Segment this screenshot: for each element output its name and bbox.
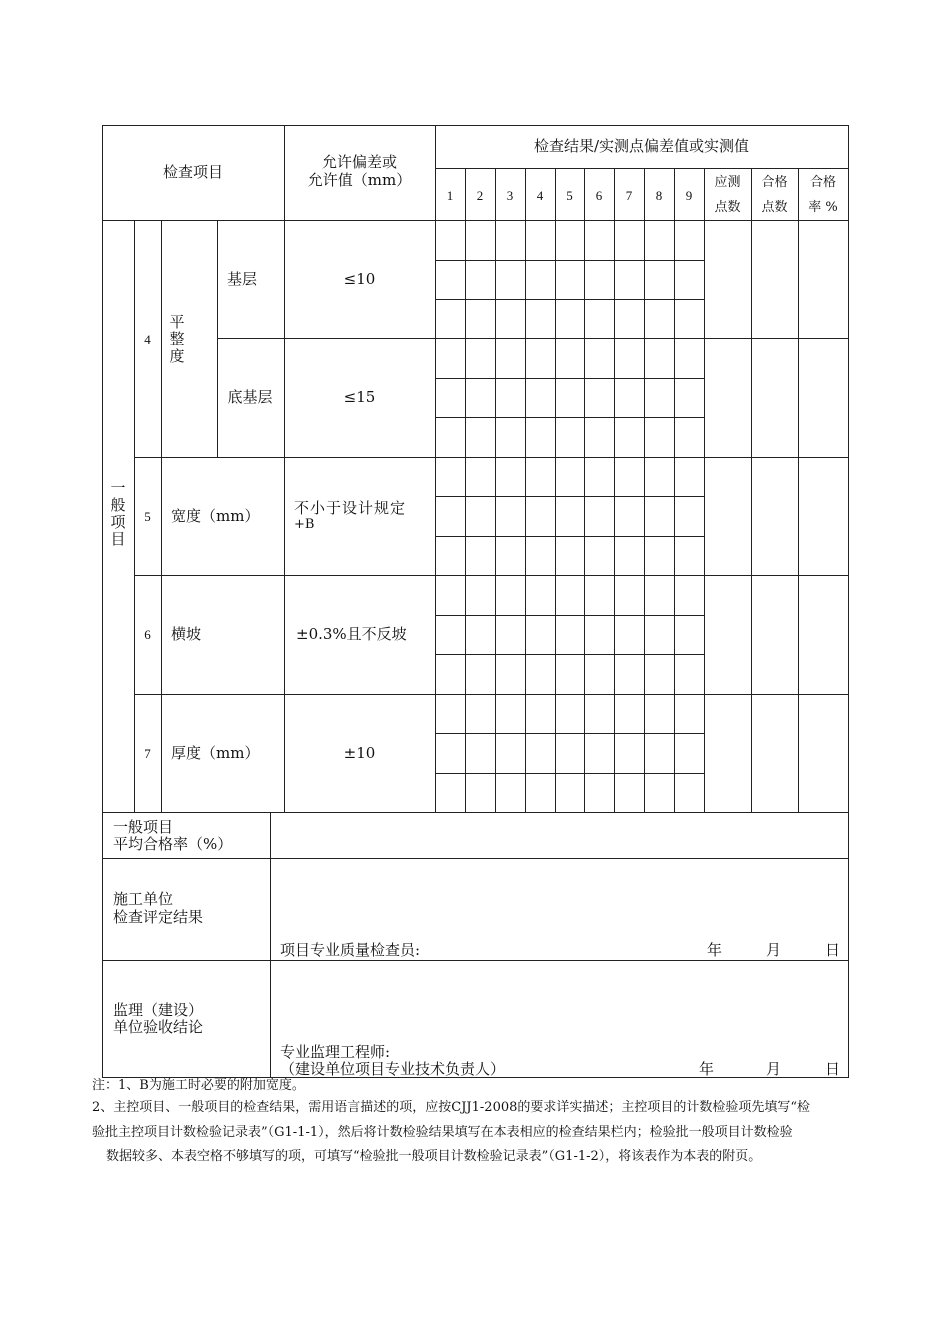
grid-line (435, 733, 705, 734)
item-4-sub2-allowed: ≤15 (343, 388, 376, 406)
grid-line (584, 168, 585, 813)
grid-line (465, 168, 466, 813)
grid-line (270, 812, 271, 1078)
point-number-9: 9 (685, 188, 693, 203)
engineer-year-label: 年 (699, 1060, 715, 1078)
grid-line (217, 338, 849, 339)
grid-line (284, 125, 285, 813)
grid-line (134, 575, 849, 576)
grid-line (555, 168, 556, 813)
grid-line (102, 960, 849, 961)
grid-line (751, 168, 752, 813)
point-number-5: 5 (566, 188, 573, 203)
point-number-6: 6 (595, 188, 603, 203)
item-7-allowed: ±10 (343, 744, 376, 762)
grid-line (435, 654, 705, 655)
grid-line (102, 812, 849, 813)
engineer-month-label: 月 (766, 1060, 782, 1078)
grid-line (644, 168, 645, 813)
grid-line (435, 168, 849, 169)
grid-line (435, 773, 705, 774)
item-4-sub1-allowed: ≤10 (343, 270, 376, 288)
item-5-number: 5 (144, 509, 151, 524)
engineer-day-label: 日 (825, 1060, 841, 1078)
item-6-name: 横坡 (171, 625, 202, 643)
item-6-allowed: ±0.3%且不反坡 (296, 625, 407, 643)
note-line-1: 注：1、B为施工时必要的附加宽度。 (92, 1078, 305, 1093)
inspector-month-label: 月 (766, 941, 782, 959)
item-6-number: 6 (144, 627, 151, 642)
note-line-3: 验批主控项目计数检验记录表”（G1-1-1），然后将计数检验结果填写在本表相应的检查结果栏内；检验批一般项目计数检验 (92, 1125, 793, 1140)
point-number-3: 3 (506, 188, 514, 203)
col-pass-line1: 合格 (761, 175, 788, 190)
grid-line (435, 378, 705, 379)
grid-line (435, 615, 705, 616)
inspector-day-label: 日 (825, 941, 841, 959)
grid-line (102, 125, 849, 126)
inspector-year-label: 年 (707, 941, 723, 959)
owner-technical-lead-label: （建设单位项目专业技术负责人） (280, 1060, 506, 1078)
grid-line (435, 299, 705, 300)
construction-label-line1: 施工单位 (113, 890, 174, 908)
item-4-sub2-name: 底基层 (227, 388, 273, 406)
item-5-allowed-line2: +B (294, 517, 315, 532)
col-should-line1: 应测 (714, 175, 741, 190)
grid-line (435, 536, 705, 537)
grid-line (525, 168, 526, 813)
header-allowed-line2: 允许值（mm） (307, 171, 412, 189)
grid-line (217, 220, 218, 458)
item-4-sub1-name: 基层 (226, 270, 257, 288)
grid-line (435, 496, 705, 497)
item-7-number: 7 (144, 746, 151, 761)
grid-line (798, 168, 799, 813)
grid-line (102, 125, 103, 1078)
item-4-number: 4 (144, 332, 151, 347)
note-line-4: 数据较多、本表空格不够填写的项，可填写“检验批一般项目计数检验记录表”（G1-1-2），将该表作为本表的附页。 (106, 1149, 762, 1164)
construction-label-line2: 检查评定结果 (113, 908, 204, 926)
item-4-name: 平整度 (169, 313, 185, 365)
grid-line (435, 417, 705, 418)
grid-line (848, 125, 849, 1078)
col-pass-line2: 点数 (761, 200, 788, 215)
grid-line (495, 168, 496, 813)
grid-line (674, 168, 675, 813)
grid-line (614, 168, 615, 813)
item-7-name: 厚度（mm） (171, 744, 260, 762)
header-check-item: 检查项目 (162, 163, 223, 181)
point-number-2: 2 (476, 188, 484, 203)
avg-rate-label-line2: 平均合格率（%） (113, 835, 233, 853)
grid-line (102, 220, 849, 221)
col-should-line2: 点数 (714, 200, 741, 215)
col-rate-line1: 合格 (809, 175, 836, 190)
supervision-label-line1: 监理（建设） (113, 1001, 204, 1019)
quality-inspector-label: 项目专业质量检查员: (280, 941, 421, 959)
grid-line (435, 260, 705, 261)
grid-line (704, 168, 705, 813)
col-rate-line2: 率 % (808, 200, 838, 215)
item-5-allowed-line1: 不小于设计规定 (294, 499, 407, 517)
grid-line (102, 858, 849, 859)
supervising-engineer-label: 专业监理工程师: (280, 1043, 391, 1061)
grid-line (161, 220, 162, 813)
avg-rate-label-line1: 一般项目 (113, 818, 174, 836)
point-number-8: 8 (655, 188, 663, 203)
point-number-7: 7 (625, 188, 633, 203)
point-number-1: 1 (446, 188, 454, 203)
header-allowed-line1: 允许偏差或 (321, 153, 397, 171)
note-line-2: 2、主控项目、一般项目的检查结果，需用语言描述的项，应按CJJ1-2008的要求详实描述；主控项目的计数检验项先填写“检 (92, 1100, 811, 1115)
supervision-label-line2: 单位验收结论 (113, 1018, 204, 1036)
grid-line (435, 125, 436, 813)
grid-line (134, 694, 849, 695)
header-result-title: 检查结果/实测点偏差值或实测值 (533, 137, 750, 155)
general-items-group-label: 一般项目 (110, 479, 126, 548)
item-5-name: 宽度（mm） (171, 507, 260, 525)
point-number-4: 4 (536, 188, 544, 203)
grid-line (134, 457, 849, 458)
